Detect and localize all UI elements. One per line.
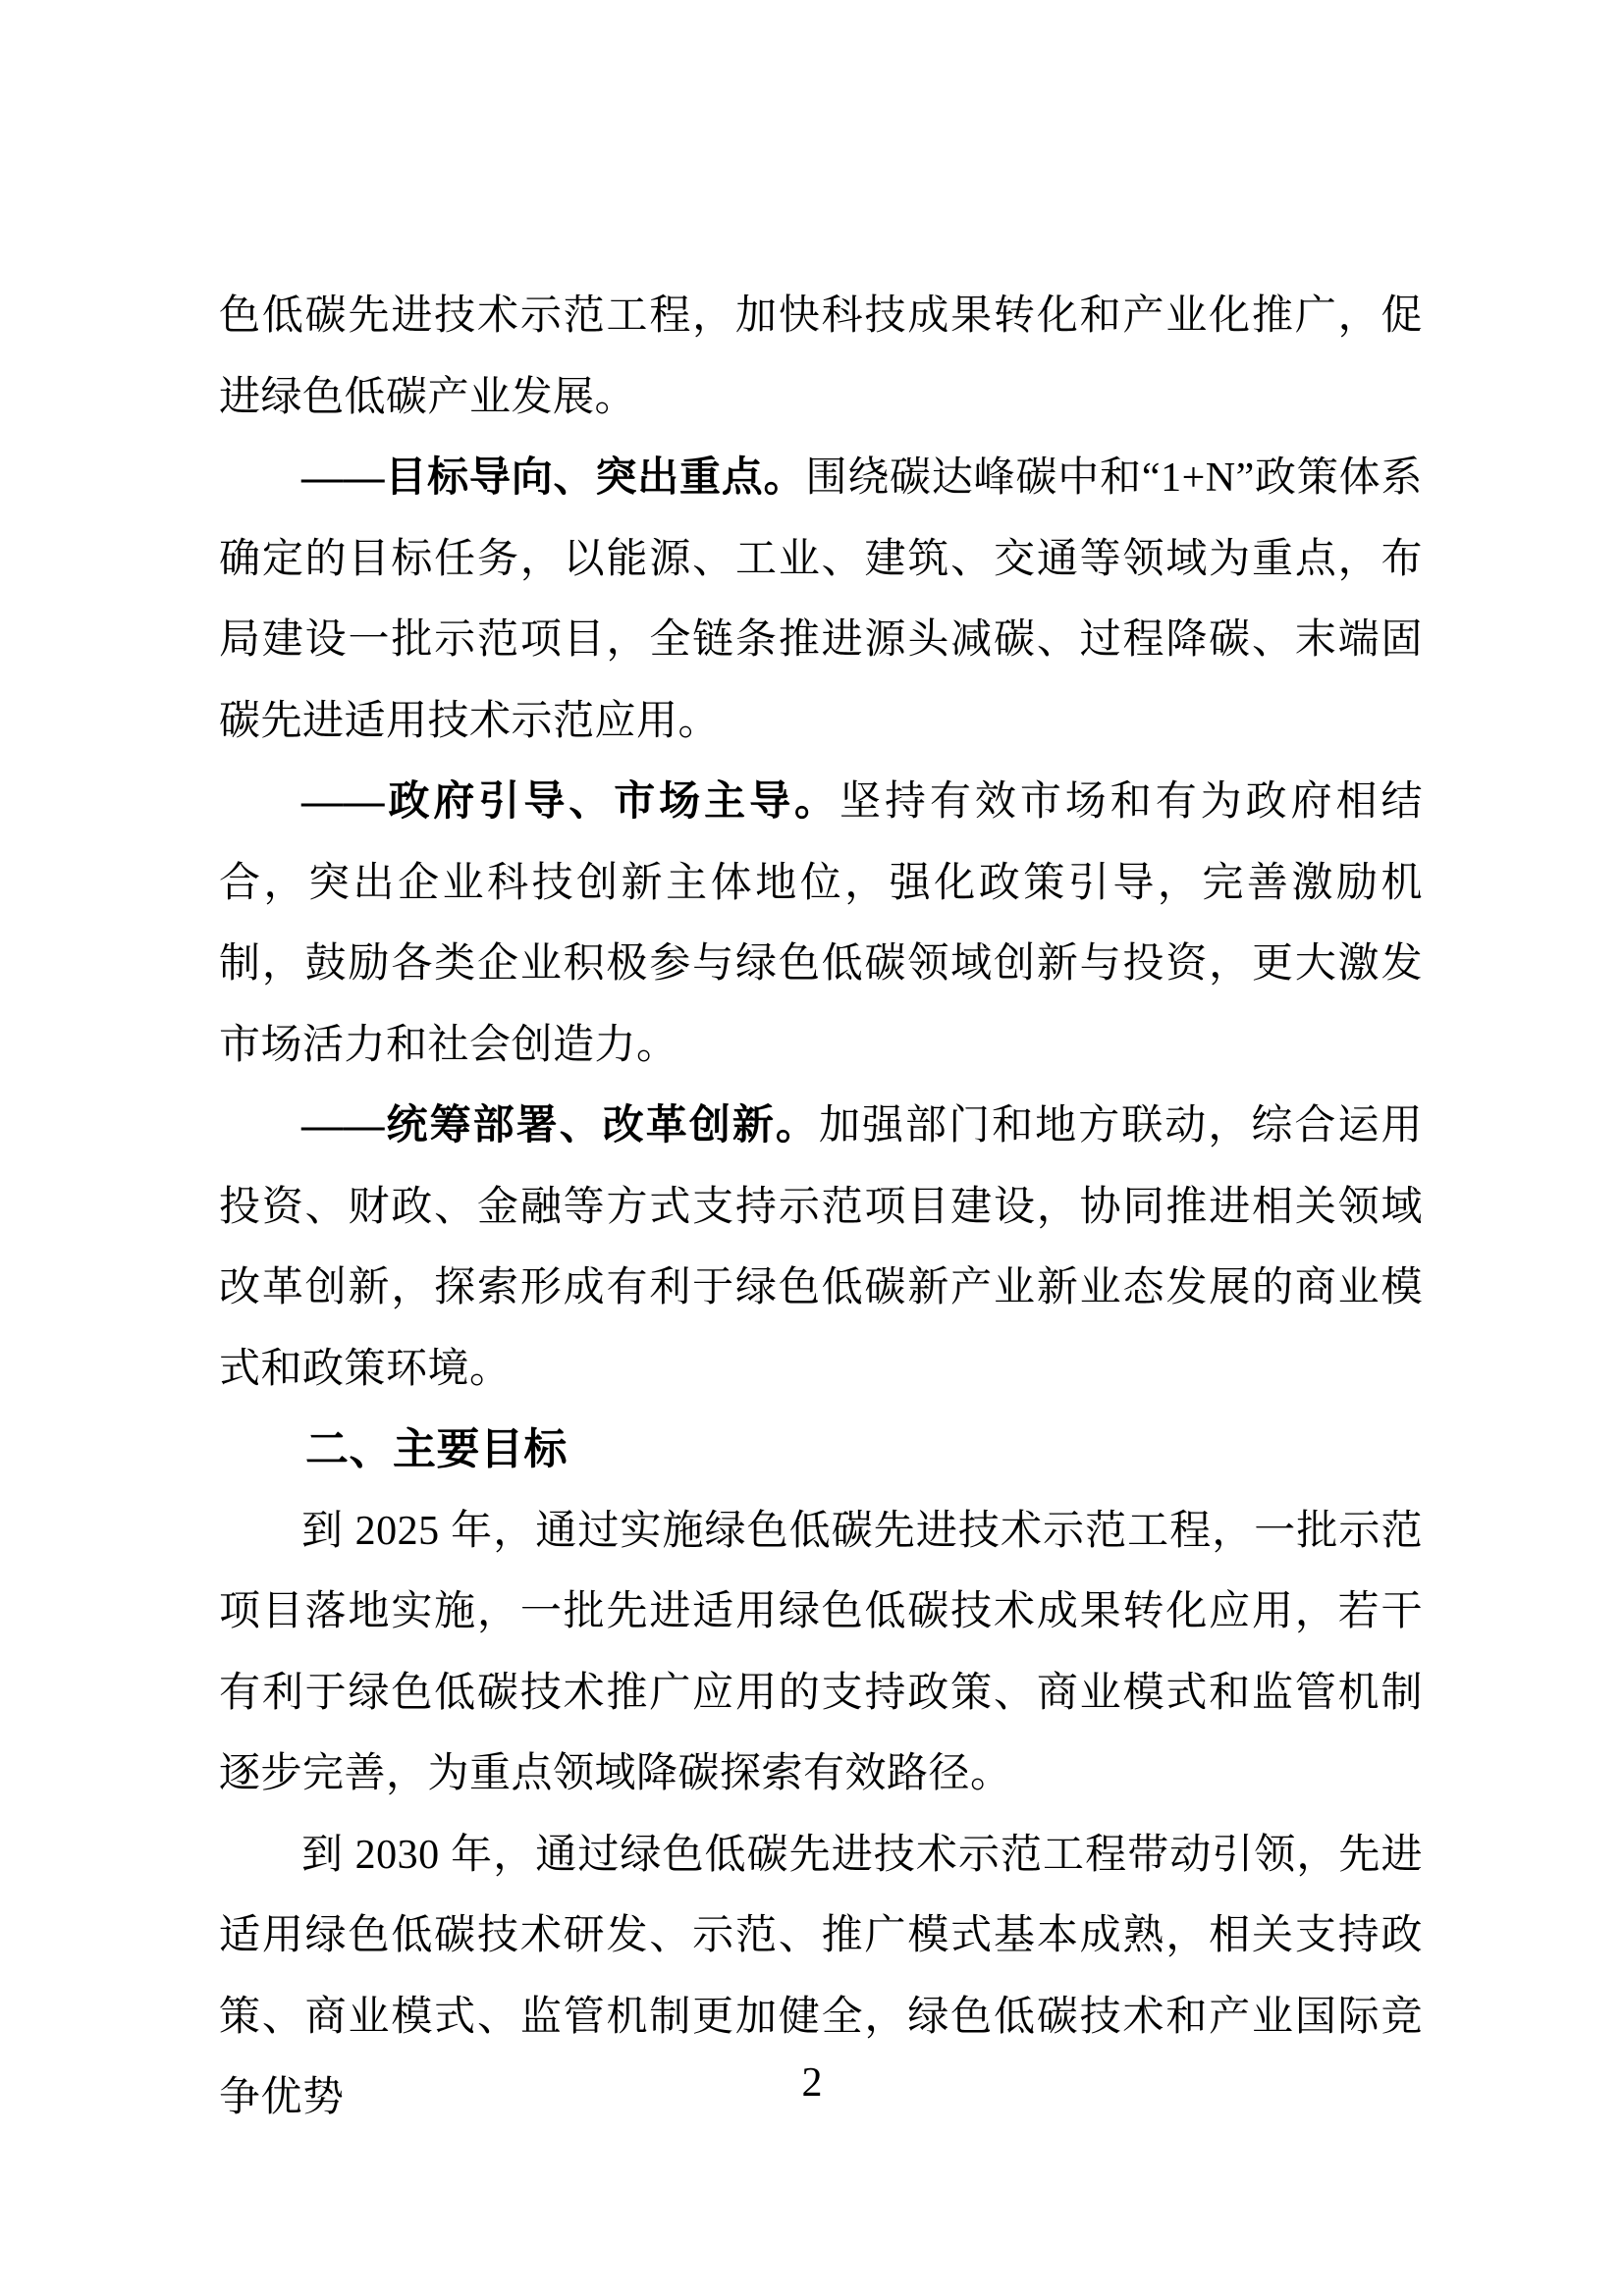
- paragraph-text: 加强部门和地方联动，综合运用投资、财政、金融等方式支持示范项目建设，协同推进相关领域改革创新，探索形成有利于绿色低碳新产业新业态发展的商业模式和政策环境。: [219, 1103, 1423, 1392]
- paragraph-text: 到 2030 年，通过绿色低碳先进技术示范工程带动引领，先进适用绿色低碳技术研发、示范、推广模式基本成熟，相关支持政策、商业模式、监管机制更加健全，绿色低碳技术和产业国际竞争优势: [219, 1832, 1423, 2120]
- section-heading: 二、主要目标: [305, 1425, 568, 1473]
- paragraph: [219, 438, 1423, 762]
- page-number: 2: [801, 2060, 823, 2106]
- paragraph: [219, 1086, 1423, 1410]
- document-body: [219, 276, 1423, 2139]
- paragraph-text: 色低碳先进技术示范工程，加快科技成果转化和产业化推广，促进绿色低碳产业发展。: [219, 294, 1423, 420]
- paragraph-lead: ——统筹部署、改革创新。: [301, 1103, 819, 1148]
- paragraph: [219, 276, 1423, 438]
- paragraph-text: 坚持有效市场和有为政府相结合，突出企业科技创新主体地位，强化政策引导，完善激励机制，鼓励各类企业积极参与绿色低碳领域创新与投资，更大激发市场活力和社会创造力。: [219, 779, 1423, 1068]
- paragraph: [219, 762, 1423, 1086]
- paragraph: [219, 1491, 1423, 1815]
- paragraph-text: 到 2025 年，通过实施绿色低碳先进技术示范工程，一批示范项目落地实施，一批先进适用绿色低碳技术成果转化应用，若干有利于绿色低碳技术推广应用的支持政策、商业模式和监管机制逐步完善，为重点领域降碳探索有效路径。: [219, 1508, 1423, 1796]
- paragraph-lead: ——政府引导、市场主导。: [301, 779, 840, 825]
- paragraph-text: 围绕碳达峰碳中和“1+N”政策体系确定的目标任务，以能源、工业、建筑、交通等领域为重点，布局建设一批示范项目，全链条推进源头减碳、过程降碳、末端固碳先进适用技术示范应用。: [219, 455, 1423, 744]
- paragraph-lead: ——目标导向、突出重点。: [301, 455, 806, 501]
